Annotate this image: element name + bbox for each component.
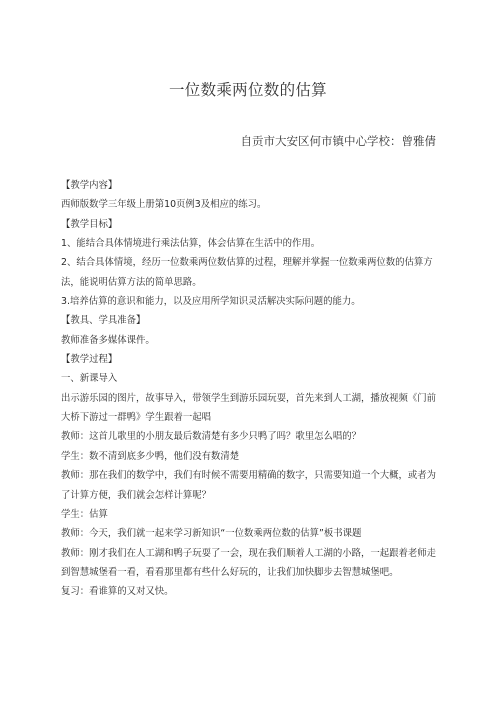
paragraph: 教师：今天，我们就一起来学习新知识“一位数乘两位数的估算”板书课题 bbox=[61, 528, 362, 540]
document-body bbox=[61, 176, 439, 602]
paragraph: 复习：看谁算的又对又快。 bbox=[61, 586, 174, 598]
paragraph: 出示游乐园的图片，故事导入，带领学生到游乐园玩耍，首先来到人工湖，播放视频《门前大桥下游过一群鸭》学生跟着一起唱 bbox=[61, 392, 437, 424]
paragraph: 3.培养估算的意识和能力，以及应用所学知识灵活解决实际问题的能力。 bbox=[61, 296, 361, 308]
paragraph: 教师准备多媒体课件。 bbox=[61, 334, 155, 346]
paragraph: 教师：那在我们的数学中，我们有时候不需要用精确的数字，只需要知道一个大概，或者为了计算方便，我们就会怎样计算呢？ bbox=[61, 470, 437, 501]
paragraph: 2、结合具体情境，经历一位数乘两位数估算的过程，理解并掌握一位数乘两位数的估算方法，能说明估算方法的简单思路。 bbox=[61, 257, 433, 288]
paragraph: 1、能结合具体情境进行乘法估算，体会估算在生活中的作用。 bbox=[61, 238, 321, 250]
paragraph: 学生：估算 bbox=[61, 508, 108, 520]
section-heading-content: 【教学内容】 bbox=[61, 180, 118, 191]
paragraph: 西师版数学三年级上册第10页例3及相应的练习。 bbox=[61, 199, 267, 211]
section-heading-objectives: 【教学目标】 bbox=[61, 218, 118, 230]
document-author: 自贡市大安区何市镇中心学校：曾雅倩 bbox=[240, 134, 436, 148]
paragraph: 教师：这首儿歌里的小朋友最后数清楚有多少只鸭了吗？歌里怎么唱的？ bbox=[61, 431, 362, 443]
subheading: 一、新课导入 bbox=[61, 373, 118, 385]
section-heading-process: 【教学过程】 bbox=[61, 354, 118, 366]
paragraph: 学生：数不清到底多少鸭，他们没有数清楚 bbox=[61, 450, 240, 462]
section-heading-materials: 【教具、学具准备】 bbox=[61, 315, 146, 327]
document-title: 一位数乘两位数的估算 bbox=[168, 81, 327, 99]
paragraph: 教师：刚才我们在人工湖和鸭子玩耍了一会，现在我们顺着人工湖的小路，一起跟着老师走到智慧城堡看一看，看看那里都有些什么好玩的，让我们加快脚步去智慧城堡吧。 bbox=[61, 547, 437, 578]
